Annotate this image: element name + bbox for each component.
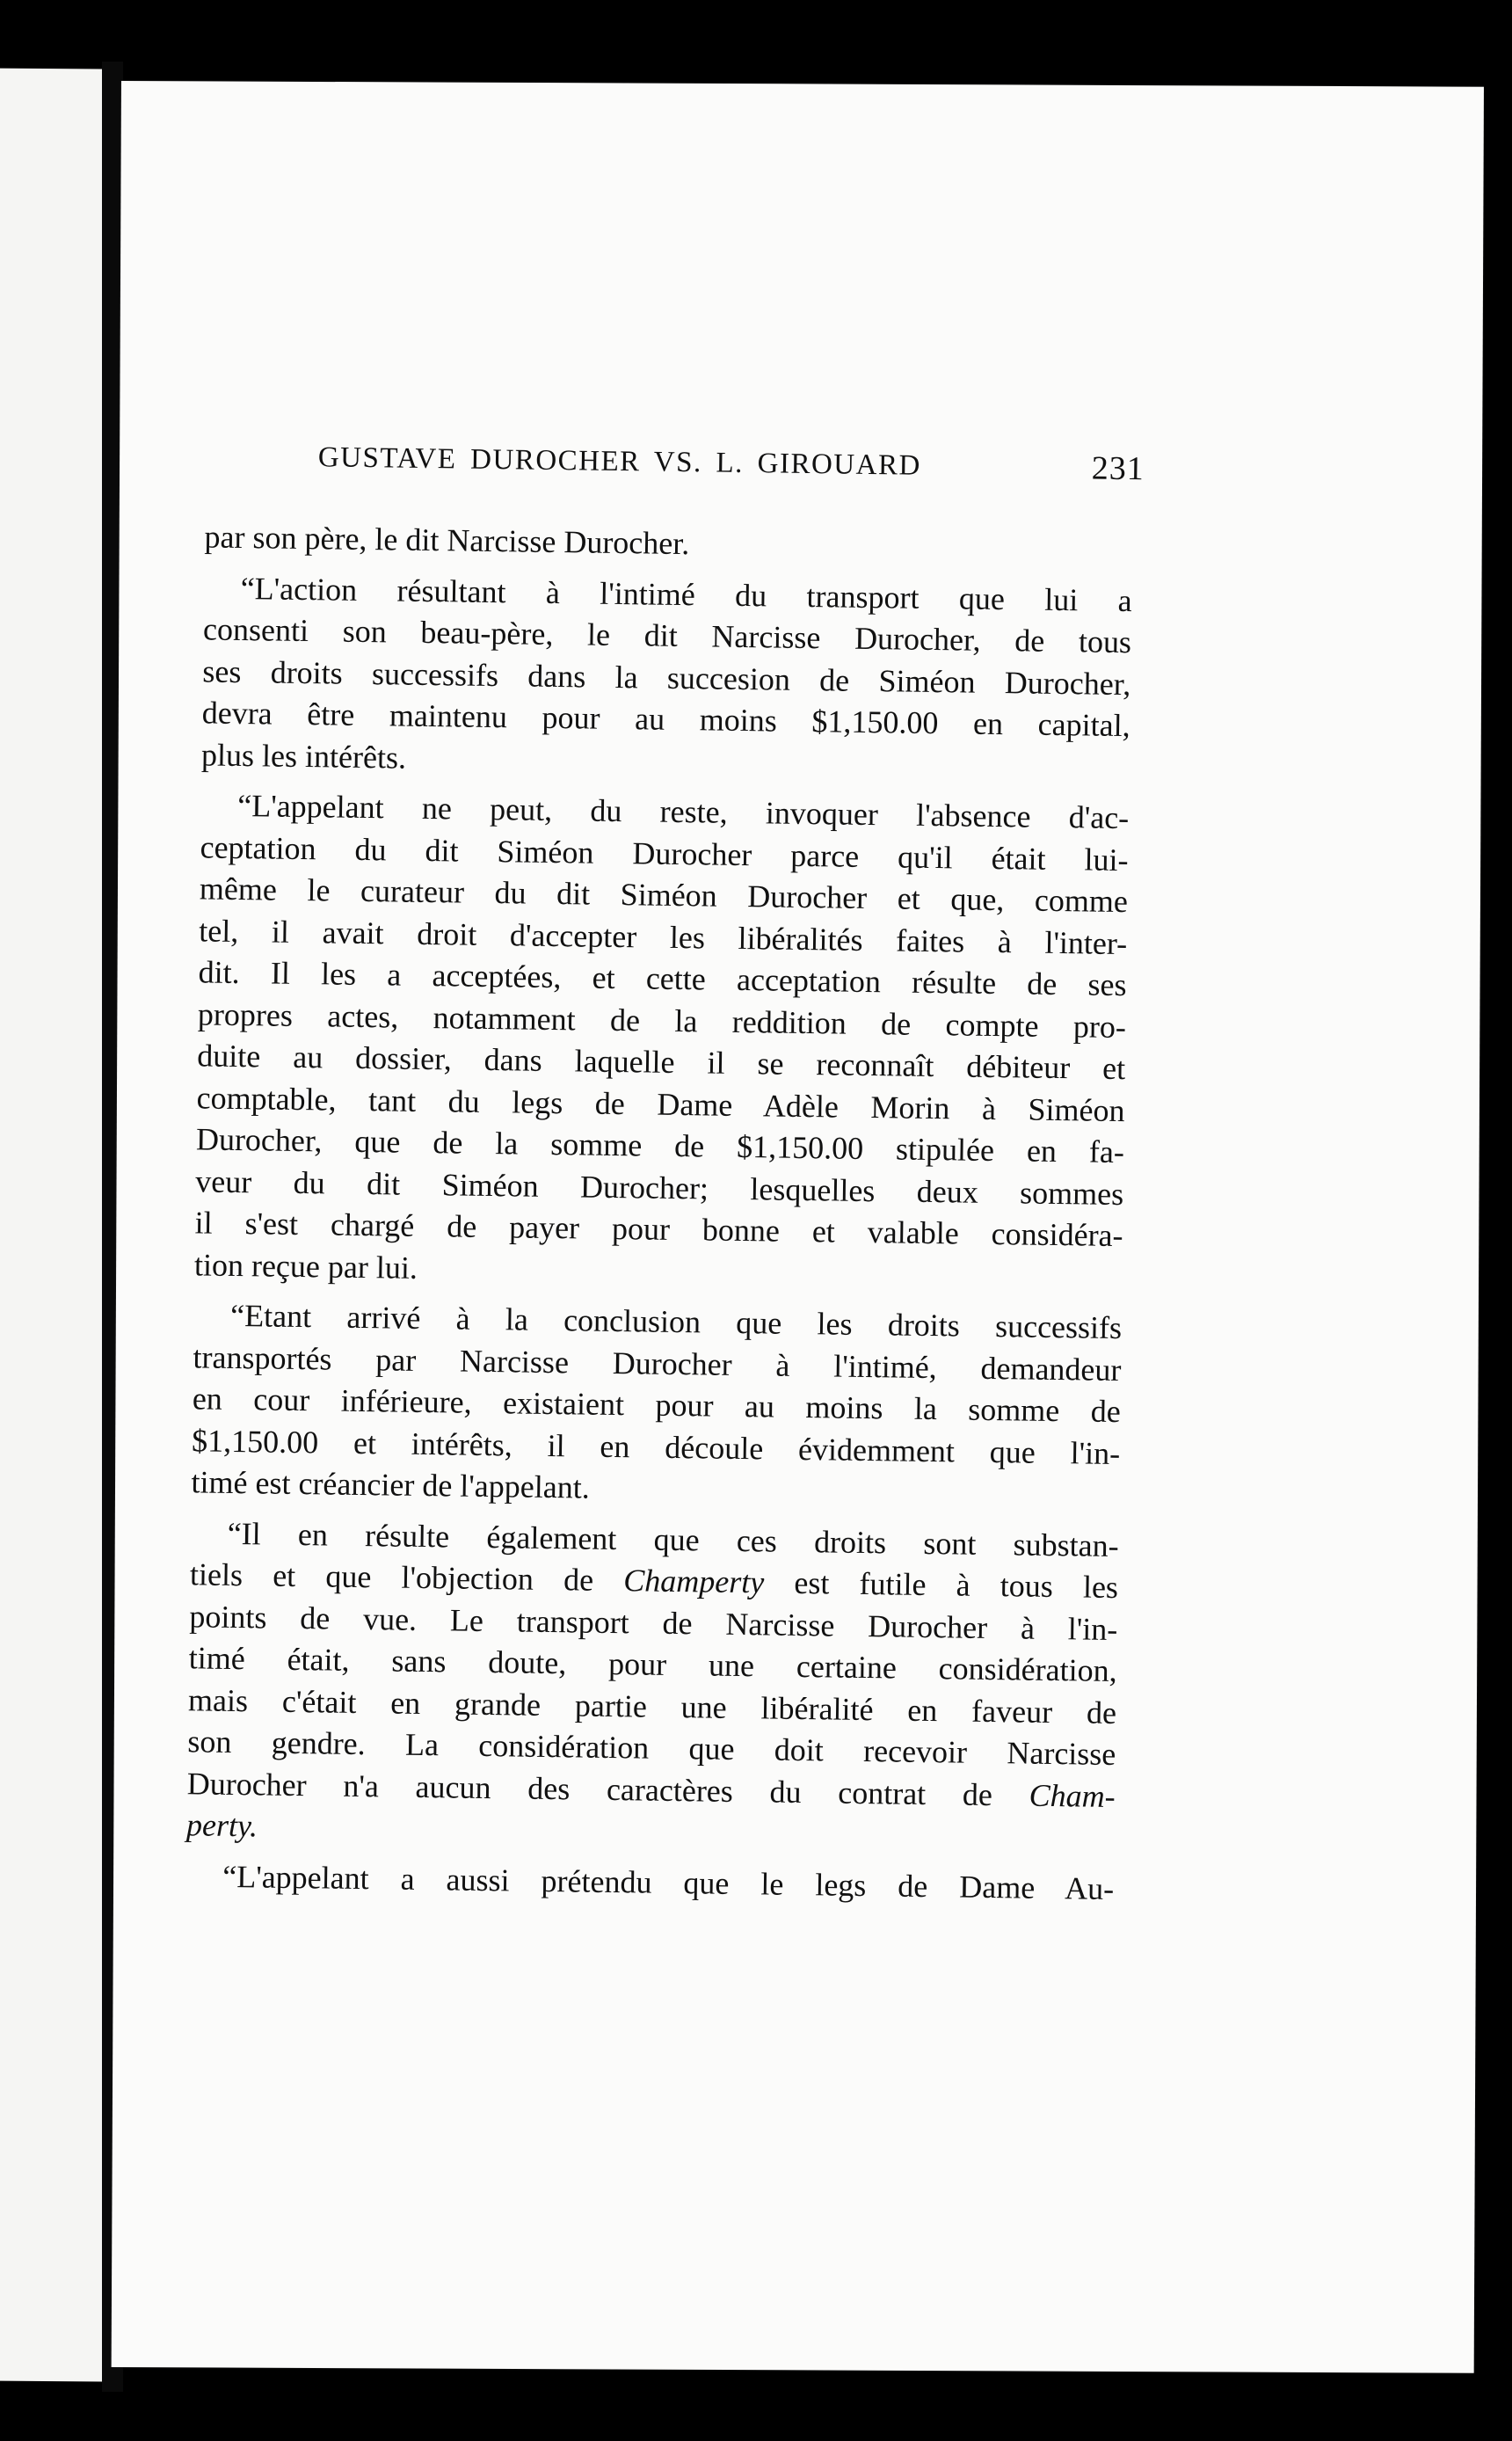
paragraph — [194, 784, 1130, 1299]
text-segment: est futile à tous les — [794, 1564, 1119, 1606]
italic-term: perty. — [185, 1807, 258, 1844]
text-segment: tiels et que l'objection de — [189, 1556, 594, 1598]
paragraph — [191, 1294, 1122, 1516]
text-line: transportés par Narcisse Durocher à l'intimé, demandeur — [193, 1338, 1122, 1388]
paragraph — [185, 1855, 1115, 1910]
text-line: comptable, tant du legs de Dame Adèle Morin à Siméon — [196, 1079, 1125, 1128]
text-line: ses droits successifs dans la succesion de Siméon Durocher, — [202, 652, 1131, 702]
running-title: GUSTAVE DUROCHER VS. L. GIROUARD — [317, 441, 922, 482]
text-line: même le curateur du dit Siméon Durocher et que, comme — [199, 871, 1129, 920]
running-head — [215, 429, 1145, 530]
text-line: “L'appelant a aussi prétendu que le legs de Dame Au- — [222, 1858, 1115, 1906]
text-line: “Etant arrivé à la conclusion que les droits successifs — [229, 1297, 1123, 1346]
text-segment: Durocher n'a aucun des caractères du contrat de — [186, 1765, 993, 1812]
page-number: 231 — [1091, 449, 1145, 488]
paragraph — [201, 567, 1132, 789]
text-line: devra être maintenu pour au moins $1,150.00 en capital, — [201, 695, 1130, 744]
text-line: ceptation du dit Siméon Durocher parce qu'il était lui- — [200, 828, 1129, 878]
text-line: “L'action résultant à l'intimé du transport que lui a — [240, 570, 1132, 618]
text-line: veur du dit Siméon Durocher; lesquelles deux sommes — [195, 1162, 1124, 1212]
text-line: “L'appelant ne peut, du reste, invoquer l'absence d'ac- — [237, 787, 1130, 836]
text-line: timé était, sans doute, pour une certaine considération, — [188, 1640, 1117, 1689]
text-line: il s'est chargé de payer pour bonne et valable considéra- — [194, 1205, 1123, 1254]
page-text — [185, 428, 1145, 1919]
text-line: duite au dossier, dans laquelle il se reconnaît débiteur et — [197, 1038, 1126, 1087]
text-line: tion reçue par lui. — [193, 1246, 418, 1286]
paragraph — [186, 1512, 1119, 1860]
text-line: par son père, le dit Narcisse Durocher. — [204, 519, 690, 562]
text-line: $1,150.00 et intérêts, il en découle évidemment que l'in- — [191, 1422, 1121, 1471]
text-line: timé est créancier de l'appelant. — [191, 1464, 591, 1505]
previous-page-edge — [0, 69, 102, 2382]
text-line: dit. Il les a acceptées, et cette acceptation résulte de ses — [198, 954, 1127, 1003]
italic-term: Cham- — [1029, 1777, 1116, 1814]
text-line: tel, il avait droit d'accepter les libéralités faites à l'inter- — [199, 912, 1128, 961]
text-line: propres actes, notamment de la reddition de compte pro- — [197, 995, 1127, 1045]
text-line: mais c'était en grande partie une libéralité en faveur de — [187, 1681, 1117, 1731]
text-line: Durocher, que de la somme de $1,150.00 stipulée en fa- — [195, 1121, 1125, 1170]
book-page — [112, 81, 1484, 2373]
text-line: en cour inférieure, existaient pour au moins la somme de — [192, 1381, 1122, 1430]
text-line: plus les intérêts. — [200, 736, 407, 776]
text-line: consenti son beau-père, le dit Narcisse Durocher, de tous — [202, 611, 1132, 660]
text-line: son gendre. La considération que doit recevoir Narcisse — [187, 1723, 1116, 1773]
text-line: “Il en résulte également que ces droits sont substan- — [227, 1515, 1119, 1563]
text-line: points de vue. Le transport de Narcisse Durocher à l'in- — [189, 1598, 1118, 1647]
italic-term: Champerty — [622, 1563, 765, 1600]
